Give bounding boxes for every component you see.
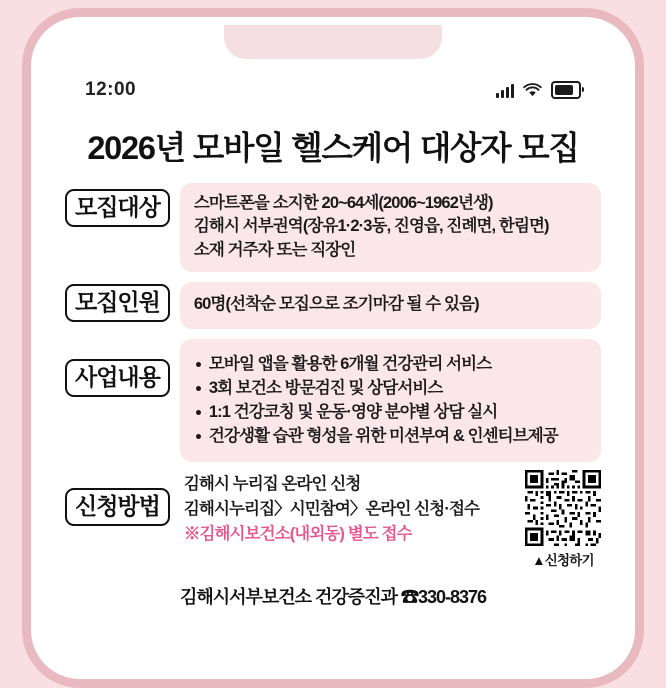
qr-caption: ▲신청하기 [532,553,594,568]
apply-text-block [184,472,479,546]
list-item: 3회 보건소 방문검진 및 상담서비스 [194,376,589,400]
qr-block[interactable] [525,470,601,569]
apply-line-2: 김해시누리집〉시민참여〉온라인 신청·접수 [183,499,480,518]
apply-line-1: 김해시 누리집 온라인 신청 [183,475,361,493]
poster-content [39,117,627,679]
section-label-count: 모집인원 [65,284,170,322]
phone-frame [22,8,644,688]
target-line-1: 스마트폰을 소지한 20~64세(2006~1962년생) [193,194,493,212]
content-list [194,352,589,448]
target-line-2: 김해시 서부권역(장유1·2·3동, 진영읍, 진례면, 한림면) [193,217,549,236]
battery-icon [551,81,581,99]
footer-contact: 김해시서부보건소 건강증진과 ☎330-8376 [179,587,487,607]
section-body-content [180,339,601,462]
qr-code-icon[interactable] [525,470,601,546]
section-body-apply [180,472,601,569]
status-icon-group [496,81,581,99]
section-count [65,282,601,328]
section-label-apply: 신청방법 [65,488,170,526]
section-label-content: 사업내용 [65,359,170,397]
phone-screen [39,25,627,679]
list-item: 건강생활 습관 형성을 위한 미션부여 & 인센티브제공 [194,424,589,448]
target-line-3: 소재 거주자 또는 직장인 [193,240,356,259]
section-apply [65,472,601,569]
section-label-target: 모집대상 [65,189,170,227]
wifi-icon [523,83,542,98]
list-item: 모바일 앱을 활용한 6개월 건강관리 서비스 [194,352,589,376]
signal-icon [496,83,514,98]
list-item: 1:1 건강코칭 및 운동·영양 분야별 상담 실시 [194,400,589,424]
count-line-1: 60명(선착순 모집으로 조기마감 될 수 있음) [193,295,479,314]
status-bar [39,77,627,103]
phone-notch [224,25,442,59]
status-time: 12:00 [85,79,137,100]
section-target [65,183,601,272]
section-body-count [180,282,601,328]
apply-highlight-note: ※김해시보건소(내외동) 별도 접수 [183,524,412,543]
page-title: 2026년 모바일 헬스케어 대상자 모집 [87,130,579,166]
section-body-target [180,183,601,272]
section-content [65,339,601,462]
